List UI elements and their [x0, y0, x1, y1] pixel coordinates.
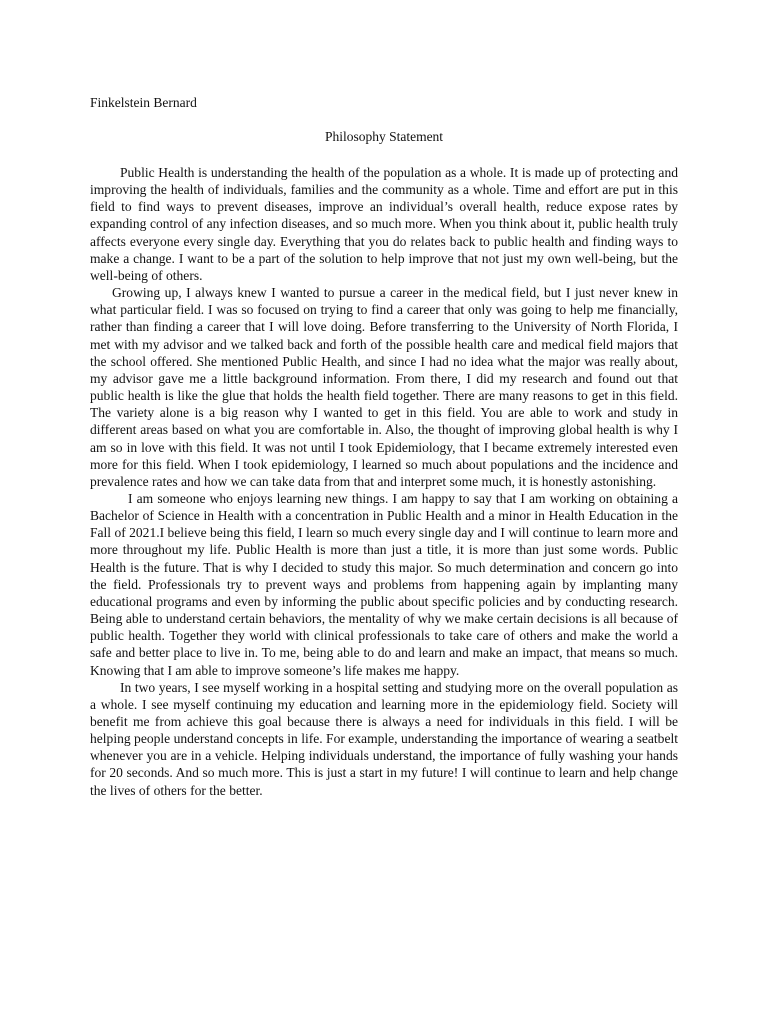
- paragraph: In two years, I see myself working in a hospital setting and studying more on the overall population as a whole. I see myself continuing my education and learning more in the epidemiology field. Society will benefit me from achieve this goal because there is always a need for individuals in this field. I will be helping people understand concepts in life. For example, understanding the importance of wearing a seatbelt whenever you are in a vehicle. Helping individuals understand, the importance of fully washing your hands for 20 seconds. And so much more. This is just a start in my future! I will continue to learn and help change the lives of others for the better.: [90, 679, 678, 798]
- document-body: [90, 164, 678, 799]
- document-title: Philosophy Statement: [324, 129, 444, 144]
- author-name: Finkelstein Bernard: [90, 95, 197, 110]
- paragraph: Growing up, I always knew I wanted to pursue a career in the medical field, but I just never knew in what particular field. I was so focused on trying to find a career that only was going to help me financially, rather than finding a career that I will love doing. Before transferring to the University of North Florida, I met with my advisor and we talked back and forth of the possible health care and medical field majors that the school offered. She mentioned Public Health, and since I had no idea what the major was really about, my advisor gave me a little background information. From there, I did my research and found out that public health is like the glue that holds the health field together. There are many reasons to get in this field. The variety alone is a big reason why I wanted to get in this field. You are able to work and study in different areas based on what you are comfortable in. Also, the thought of improving global health is why I am so in love with this field. It was not until I took Epidemiology, that I became extremely interested even more for this field. When I took epidemiology, I learned so much about populations and the incidence and prevalence rates and how we can take data from that and interpret some much, it is honestly astonishing.: [90, 285, 678, 489]
- paragraph: Public Health is understanding the health of the population as a whole. It is made up of protecting and improving the health of individuals, families and the community as a whole. Time and effort are put in this field to find ways to prevent diseases, improve an individual’s overall health, reduce expose rates by expanding control of any infection diseases, and so much more. When you think about it, public health truly affects everyone every single day. Everything that you do relates back to public health and finding ways to make a change. I want to be a part of the solution to help improve that not just my own well-being, but the well-being of others.: [90, 165, 678, 283]
- paragraph: I am someone who enjoys learning new things. I am happy to say that I am working on obtaining a Bachelor of Science in Health with a concentration in Public Health and a minor in Health Education in the Fall of 2021.I believe being this field, I learn so much every single day and I will continue to learn more and more throughout my life. Public Health is more than just a title, it is more than just some words. Public Health is the future. That is why I decided to study this major. So much determination and concern go into the field. Professionals try to prevent ways and problems from happening again by implanting many educational programs and even by informing the public about specific policies and by conducting research. Being able to understand certain behaviors, the mentality of why we make certain decisions is all because of public health. Together they world with clinical professionals to take care of others and make the world a safe and better place to live in. To me, being able to do and learn and make an impact, that means so much. Knowing that I am able to improve someone’s life makes me happy.: [90, 490, 678, 678]
